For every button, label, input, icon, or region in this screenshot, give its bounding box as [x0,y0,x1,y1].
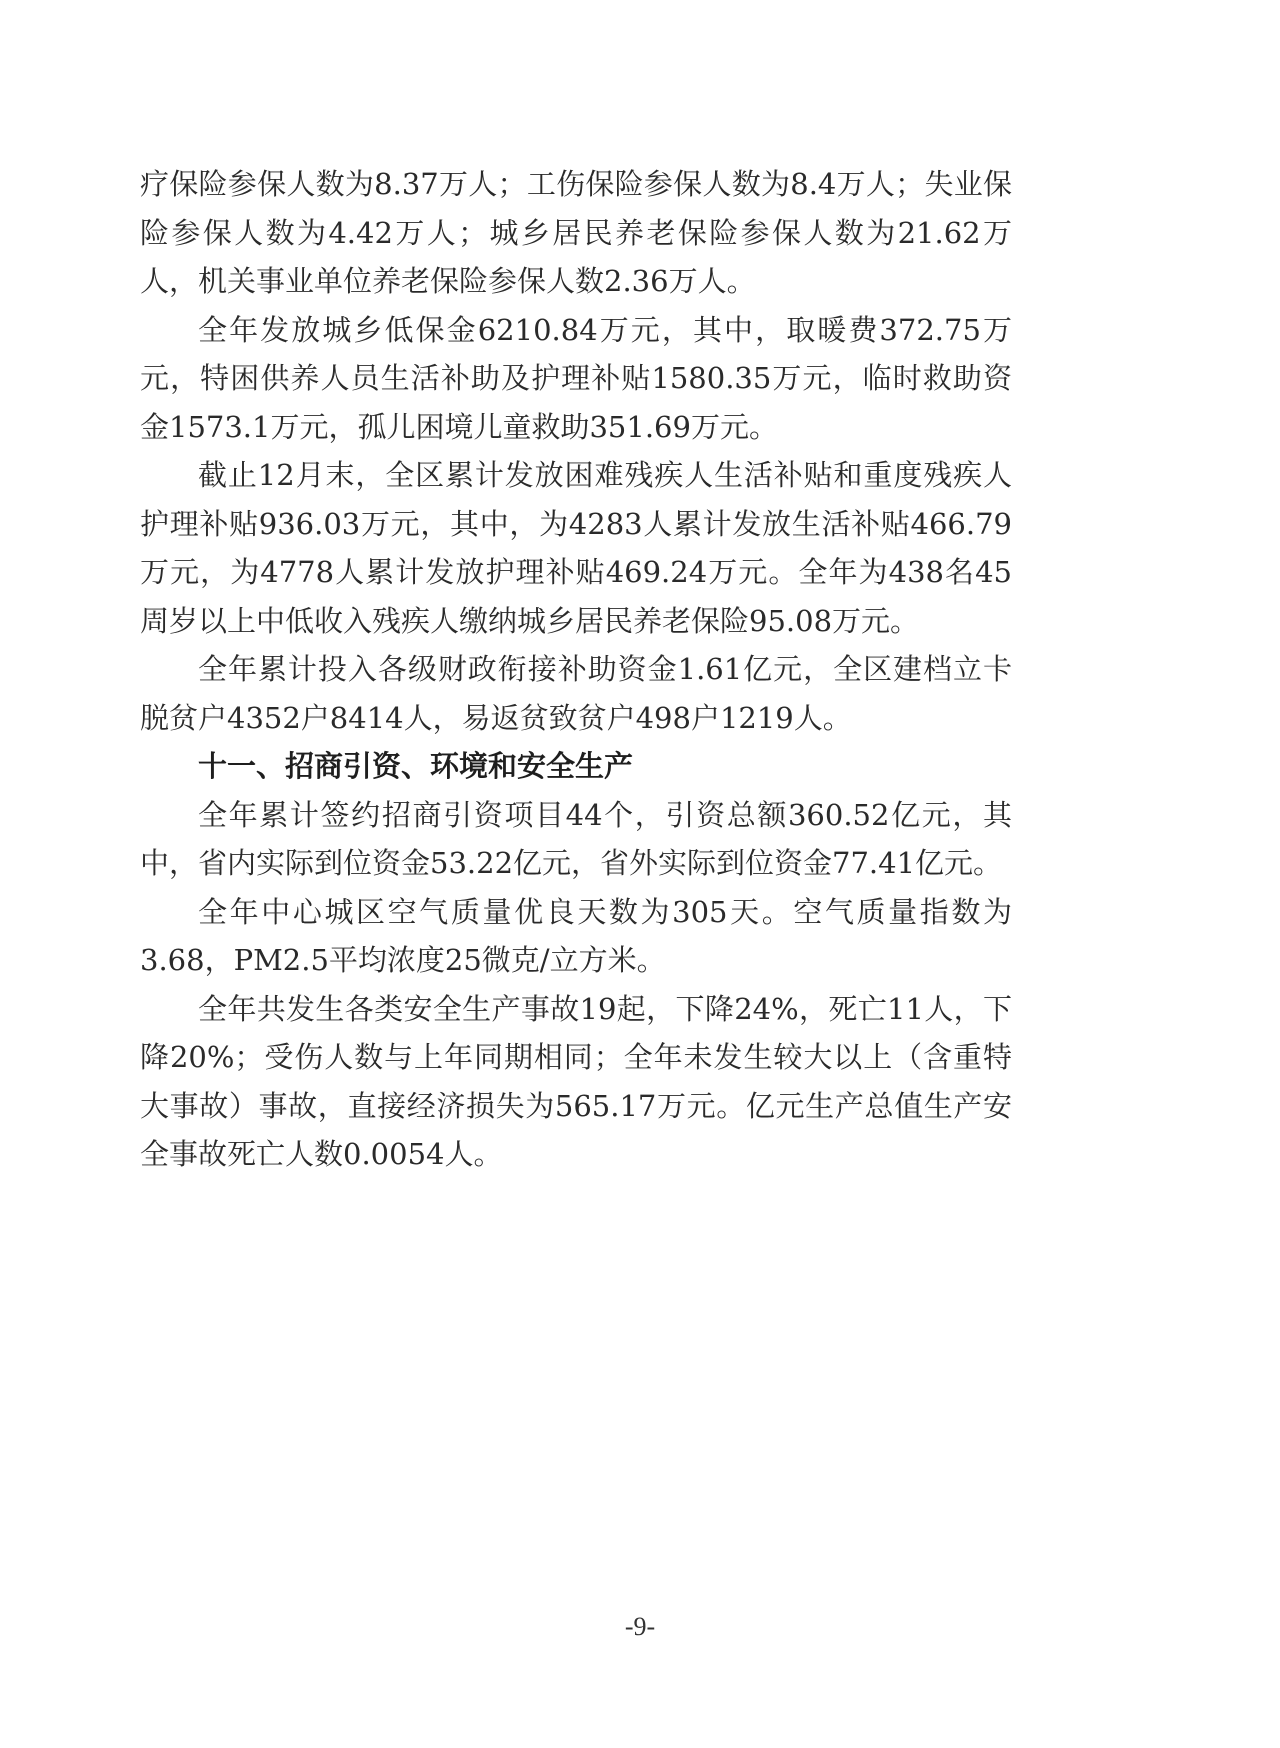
paragraph-investment: 全年累计签约招商引资项目44个，引资总额360.52亿元，其中，省内实际到位资金53.22亿元，省外实际到位资金77.41亿元。 [140,797,1012,880]
paragraph-poverty-alleviation: 全年累计投入各级财政衔接补助资金1.61亿元，全区建档立卡脱贫户4352户8414人，易返贫致贫户498户1219人。 [140,652,1012,735]
page-number: -9- [624,1612,656,1641]
paragraph-safety-production: 全年共发生各类安全生产事故19起，下降24%，死亡11人，下降20%；受伤人数与上年同期相同；全年未发生较大以上（含重特大事故）事故，直接经济损失为565.17万元。亿元生产总值生产安全事故死亡人数0.0054人。 [140,991,1012,1171]
paragraph-disability-subsidies: 截止12月末，全区累计发放困难残疾人生活补贴和重度残疾人护理补贴936.03万元，其中，为4283人累计发放生活补贴466.79万元，为4778人累计发放护理补贴469.24万元。全年为438名45周岁以上中低收入残疾人缴纳城乡居民养老保险95.08万元。 [140,458,1012,638]
paragraph-social-insurance: 疗保险参保人数为8.37万人；工伤保险参保人数为8.4万人；失业保险参保人数为4.42万人；城乡居民养老保险参保人数为21.62万人，机关事业单位养老保险参保人数2.36万人。 [140,167,1012,298]
document-page [140,160,1012,1179]
paragraph-minimum-living-allowance: 全年发放城乡低保金6210.84万元，其中，取暖费372.75万元，特困供养人员生活补助及护理补贴1580.35万元，临时救助资金1573.1万元，孤儿困境儿童救助351.69万元。 [140,312,1012,444]
paragraph-air-quality: 全年中心城区空气质量优良天数为305天。空气质量指数为3.68，PM2.5平均浓度25微克/立方米。 [140,894,1012,977]
section-heading: 十一、招商引资、环境和安全生产 [198,749,634,783]
